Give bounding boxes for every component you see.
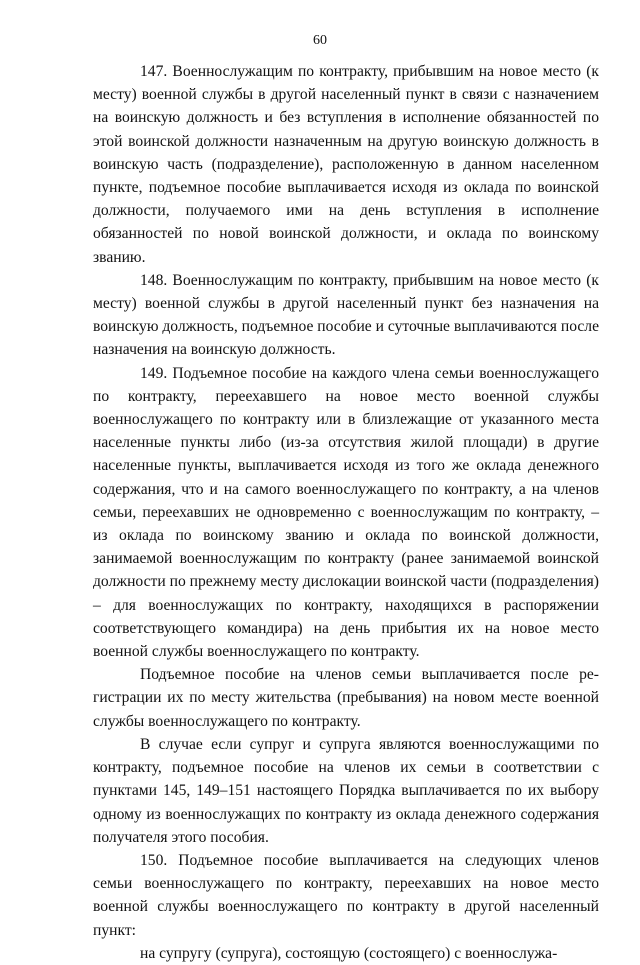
paragraph-149-spouses: В случае если супруг и супруга являются военнослужащими по контракту, подъемное пособие на членов их семьи в соответствии с пунктами 145, 149–151 настоящего Порядка выплачивается по их выбору одному из военнослужащих по контракту из оклада денежного содержания получателя этого пособия. [93, 735, 599, 846]
page-number: 60 [313, 33, 327, 48]
paragraph-149-registration: Подъемное пособие на членов семьи выплачивается после регистрации их по месту жительства (пребывания) на новом месте военной службы военнослужащего по контракту. [93, 666, 599, 730]
paragraph-149: 149. Подъемное пособие на каждого члена семьи военнослужащего по контракту, переехавшего на новое место военной службы военнослужащего по контракту или в близлежащие от указанного места населенные пункты либо (из-за отсутствия жилой площади) в другие населенные пункты, выплачивается исходя из того же оклада денежного содержания, что и на самого военнослужащего по контракту, а на членов семьи, переехавших не одновременно с военнослужащим по контракту, – из оклада по воинскому званию и оклада по воинской должности, занимаемой военнослужащим по контракту (ранее занимаемой воинской должности по прежнему месту дислокации воинской части (подразделения) – для военнослужащих по контракту, находящихся в распоряжении соответствующего командира) на день прибытия их на новое место военной службы военнослужащего по контракту. [93, 364, 599, 661]
paragraph-147: 147. Военнослужащим по контракту, прибывшим на новое место (к месту) военной службы в другой населенный пункт в связи с назначением на воинскую должность и без вступления в исполнение обязанностей по этой воинской должности назначенным на другую воинскую должность в воинскую часть (подразделение), расположенную в данном населенном пункте, подъемное пособие выплачивается исходя из оклада по воинской должности, получаемого ими на день вступления в исполнение обязанностей по новой воинской должности, и оклада по воинскому званию. [93, 63, 599, 266]
paragraph-150: 150. Подъемное пособие выплачивается на следующих членов семьи военнослужащего по контракту, переехавших на новое место военной службы военнослужащего по контракту в другой населенный пункт: [93, 851, 599, 939]
document-body [93, 60, 599, 965]
paragraph-148: 148. Военнослужащим по контракту, прибывшим на новое место (к месту) военной службы в другой населенный пункт без назначения на воинскую должность, подъемное пособие и суточные выплачиваются после назначения на воинскую должность. [93, 271, 599, 359]
paragraph-150-spouse: на супругу (супруга), состоящую (состоящего) с военнослужа- [140, 944, 558, 962]
